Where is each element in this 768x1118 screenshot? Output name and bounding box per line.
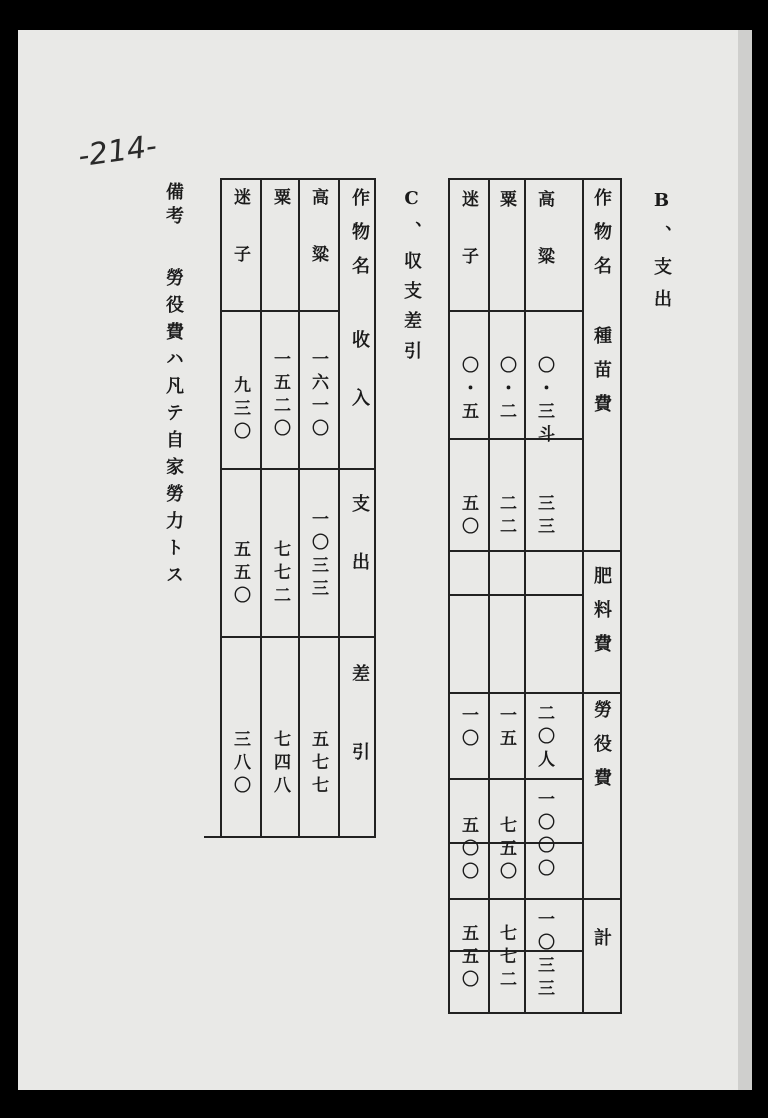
c-expense-0: 一〇三三	[308, 510, 328, 602]
c-income-2: 九三〇	[230, 376, 250, 445]
b-total-0: 一〇三三	[534, 910, 554, 1002]
b-seed-qty-2: 〇・五	[458, 356, 478, 425]
section-c-title: C、収支差引	[401, 188, 422, 371]
c-crop-misc: 迷子	[230, 188, 250, 302]
b-labor-qty-0: 二〇人	[534, 704, 554, 773]
b-header-total: 計	[591, 928, 612, 962]
b-labor-cost-1: 七五〇	[496, 816, 516, 885]
b-seed-qty-0: 〇・三斗	[534, 356, 554, 448]
b-header-labor: 勞役費	[591, 700, 612, 802]
b-seed-qty-1: 〇・二	[496, 356, 516, 425]
remarks-text: 勞役費ハ凡テ自家勞力トス	[163, 268, 184, 592]
b-header-seed: 種苗費	[591, 326, 612, 428]
c-expense-2: 五五〇	[230, 540, 250, 609]
b-seed-cost-2: 五〇	[458, 494, 478, 540]
b-header-fertilizer: 肥料費	[591, 566, 612, 668]
c-crop-millet: 粟	[270, 188, 290, 211]
c-header-crop: 作物名	[349, 188, 370, 290]
b-seed-cost-0: 三三	[534, 494, 554, 540]
b-crop-millet: 粟	[496, 190, 516, 213]
c-header-expense: 支出	[349, 494, 370, 610]
document-page	[18, 30, 742, 1090]
section-b-title: B、支出	[651, 190, 672, 321]
c-income-0: 一六一〇	[308, 350, 328, 442]
b-labor-qty-2: 一〇	[458, 706, 478, 752]
c-crop-sorghum: 高粱	[308, 188, 328, 302]
remarks-label: 備考	[163, 182, 184, 230]
b-labor-cost-0: 一〇〇〇	[534, 790, 554, 882]
c-balance-2: 三八〇	[230, 730, 250, 799]
page-number: -214-	[75, 128, 159, 175]
b-crop-misc: 迷子	[458, 190, 478, 304]
c-income-1: 一五二〇	[270, 350, 290, 442]
c-expense-1: 七七二	[270, 540, 290, 609]
c-header-income: 收入	[349, 330, 370, 446]
b-total-2: 五五〇	[458, 924, 478, 993]
b-header-crop: 作物名	[591, 188, 612, 290]
c-header-balance: 差引	[349, 664, 370, 820]
b-labor-qty-1: 一五	[496, 706, 516, 752]
b-labor-cost-2: 五〇〇	[458, 816, 478, 885]
c-balance-0: 五七七	[308, 730, 328, 799]
b-total-1: 七七二	[496, 924, 516, 993]
c-balance-1: 七四八	[270, 730, 290, 799]
page-edge	[738, 30, 752, 1090]
b-crop-sorghum: 高粱	[534, 190, 554, 304]
b-seed-cost-1: 二二	[496, 494, 516, 540]
